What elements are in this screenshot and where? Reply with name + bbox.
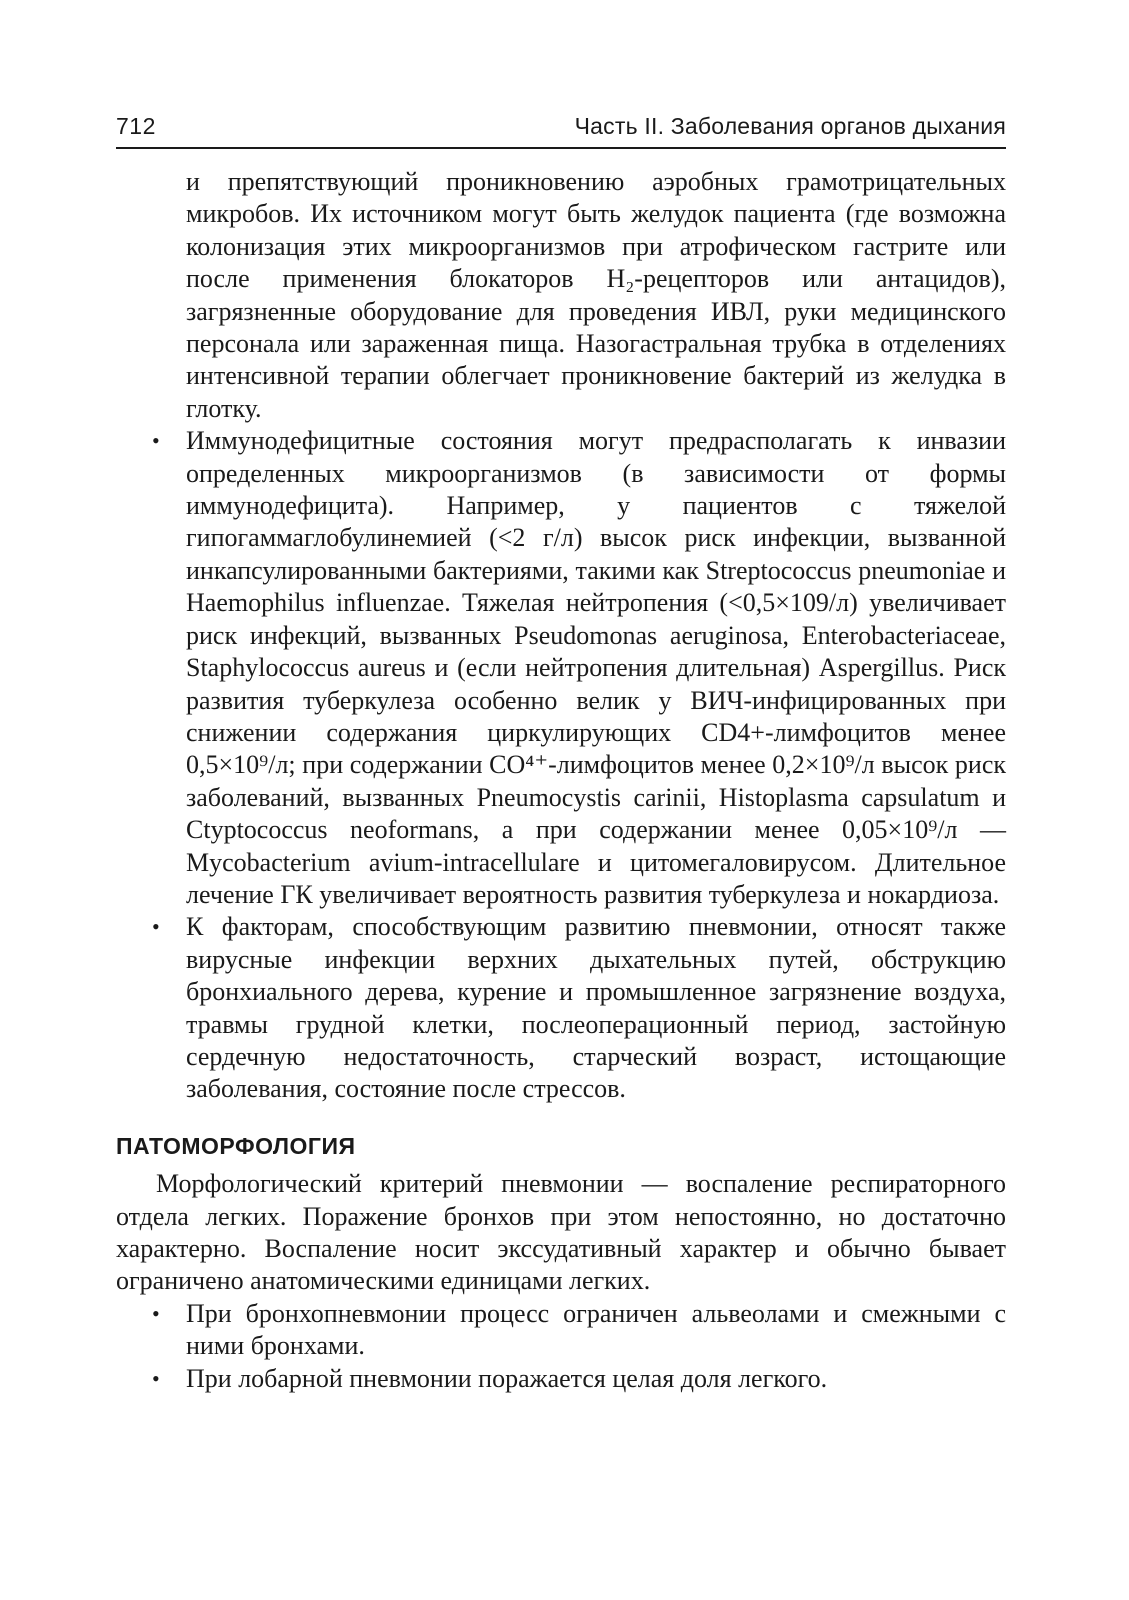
paragraph-text: и препятствующий проникновению аэробных грамотрицательных микробов. Их источником могут быть желудок пациента (где возможна колонизация этих микроорганизмов при атрофическом гастрите или после применения блокаторов H₂-рецепторов или антацидов), загрязненные оборудование для проведения ИВЛ, руки медицинского персонала или зараженная пища. Назогастральная трубка в отделениях интенсивной терапии облегчает проникновение бактерий из желудка в глотку. bbox=[186, 167, 1006, 423]
bullet-icon: • bbox=[152, 1300, 160, 1326]
bullet-icon: • bbox=[152, 914, 160, 940]
bullet-icon: • bbox=[152, 1365, 160, 1391]
list-item bbox=[152, 1363, 1006, 1395]
list-item-text: Иммунодефицитные состояния могут предрасполагать к инвазии определенных микроорганизмов (в зависимости от формы иммунодефицита). Например, у пациентов с тяжелой гипогаммаглобулинемией (<2 г/л) высок риск инфекции, вызванной инкапсулированными бактериями, такими как Streptococcus pneumoniae и Haemophilus influenzae. Тяжелая нейтропения (<0,5×109/л) увеличивает риск инфекций, вызванных Pseudomonas aeruginosa, Enterobacteriaceae, Staphylococcus aureus и (если нейтропения длительная) Aspergillus. Риск развития туберкулеза особенно велик у ВИЧ-инфицированных при снижении содержания циркулирующих CD4+-лимфоцитов менее 0,5×10⁹/л; при содержании CO⁴⁺-лимфоцитов менее 0,2×10⁹/л высок риск заболеваний, вызванных Pneumocystis carinii, Histoplasma capsulatum и Ctyptococcus neoformans, а при содержании менее 0,05×10⁹/л — Mycobacterium avium-intracellulare и цитомегаловирусом. Длительное лечение ГК увеличивает вероятность развития туберкулеза и нокардиоза. bbox=[186, 426, 1006, 909]
list-item bbox=[152, 425, 1006, 911]
page-number: 712 bbox=[116, 113, 156, 139]
page-content bbox=[116, 166, 1006, 1395]
running-title: Часть II. Заболевания органов дыхания bbox=[574, 113, 1006, 139]
list-item bbox=[152, 1298, 1006, 1363]
list-item-text: При лобарной пневмонии поражается целая доля легкого. bbox=[186, 1363, 828, 1393]
bullet-icon: • bbox=[152, 428, 160, 454]
section-heading: ПАТОМОРФОЛОГИЯ bbox=[116, 1132, 356, 1159]
continued-paragraph bbox=[186, 166, 1006, 425]
list-item-text: При бронхопневмонии процесс ограничен альвеолами и смежными с ними бронхами. bbox=[186, 1298, 1006, 1361]
list-item bbox=[152, 911, 1006, 1105]
page-header bbox=[116, 113, 1006, 149]
list-item-text: К факторам, способствующим развитию пневмонии, относят также вирусные инфекции верхних дыхательных путей, обструкцию бронхиального дерева, курение и промышленное загрязнение воздуха, травмы грудной клетки, послеоперационный период, застойную сердечную недостаточность, старческий возраст, истощающие заболевания, состояние после стрессов. bbox=[186, 912, 1006, 1104]
section-paragraph: Морфологический критерий пневмонии — воспаление респираторного отдела легких. Поражение бронхов при этом непостоянно, но достаточно характерно. Воспаление носит экссудативный характер и обычно бывает ограничено анатомическими единицами легких. bbox=[116, 1169, 1006, 1296]
